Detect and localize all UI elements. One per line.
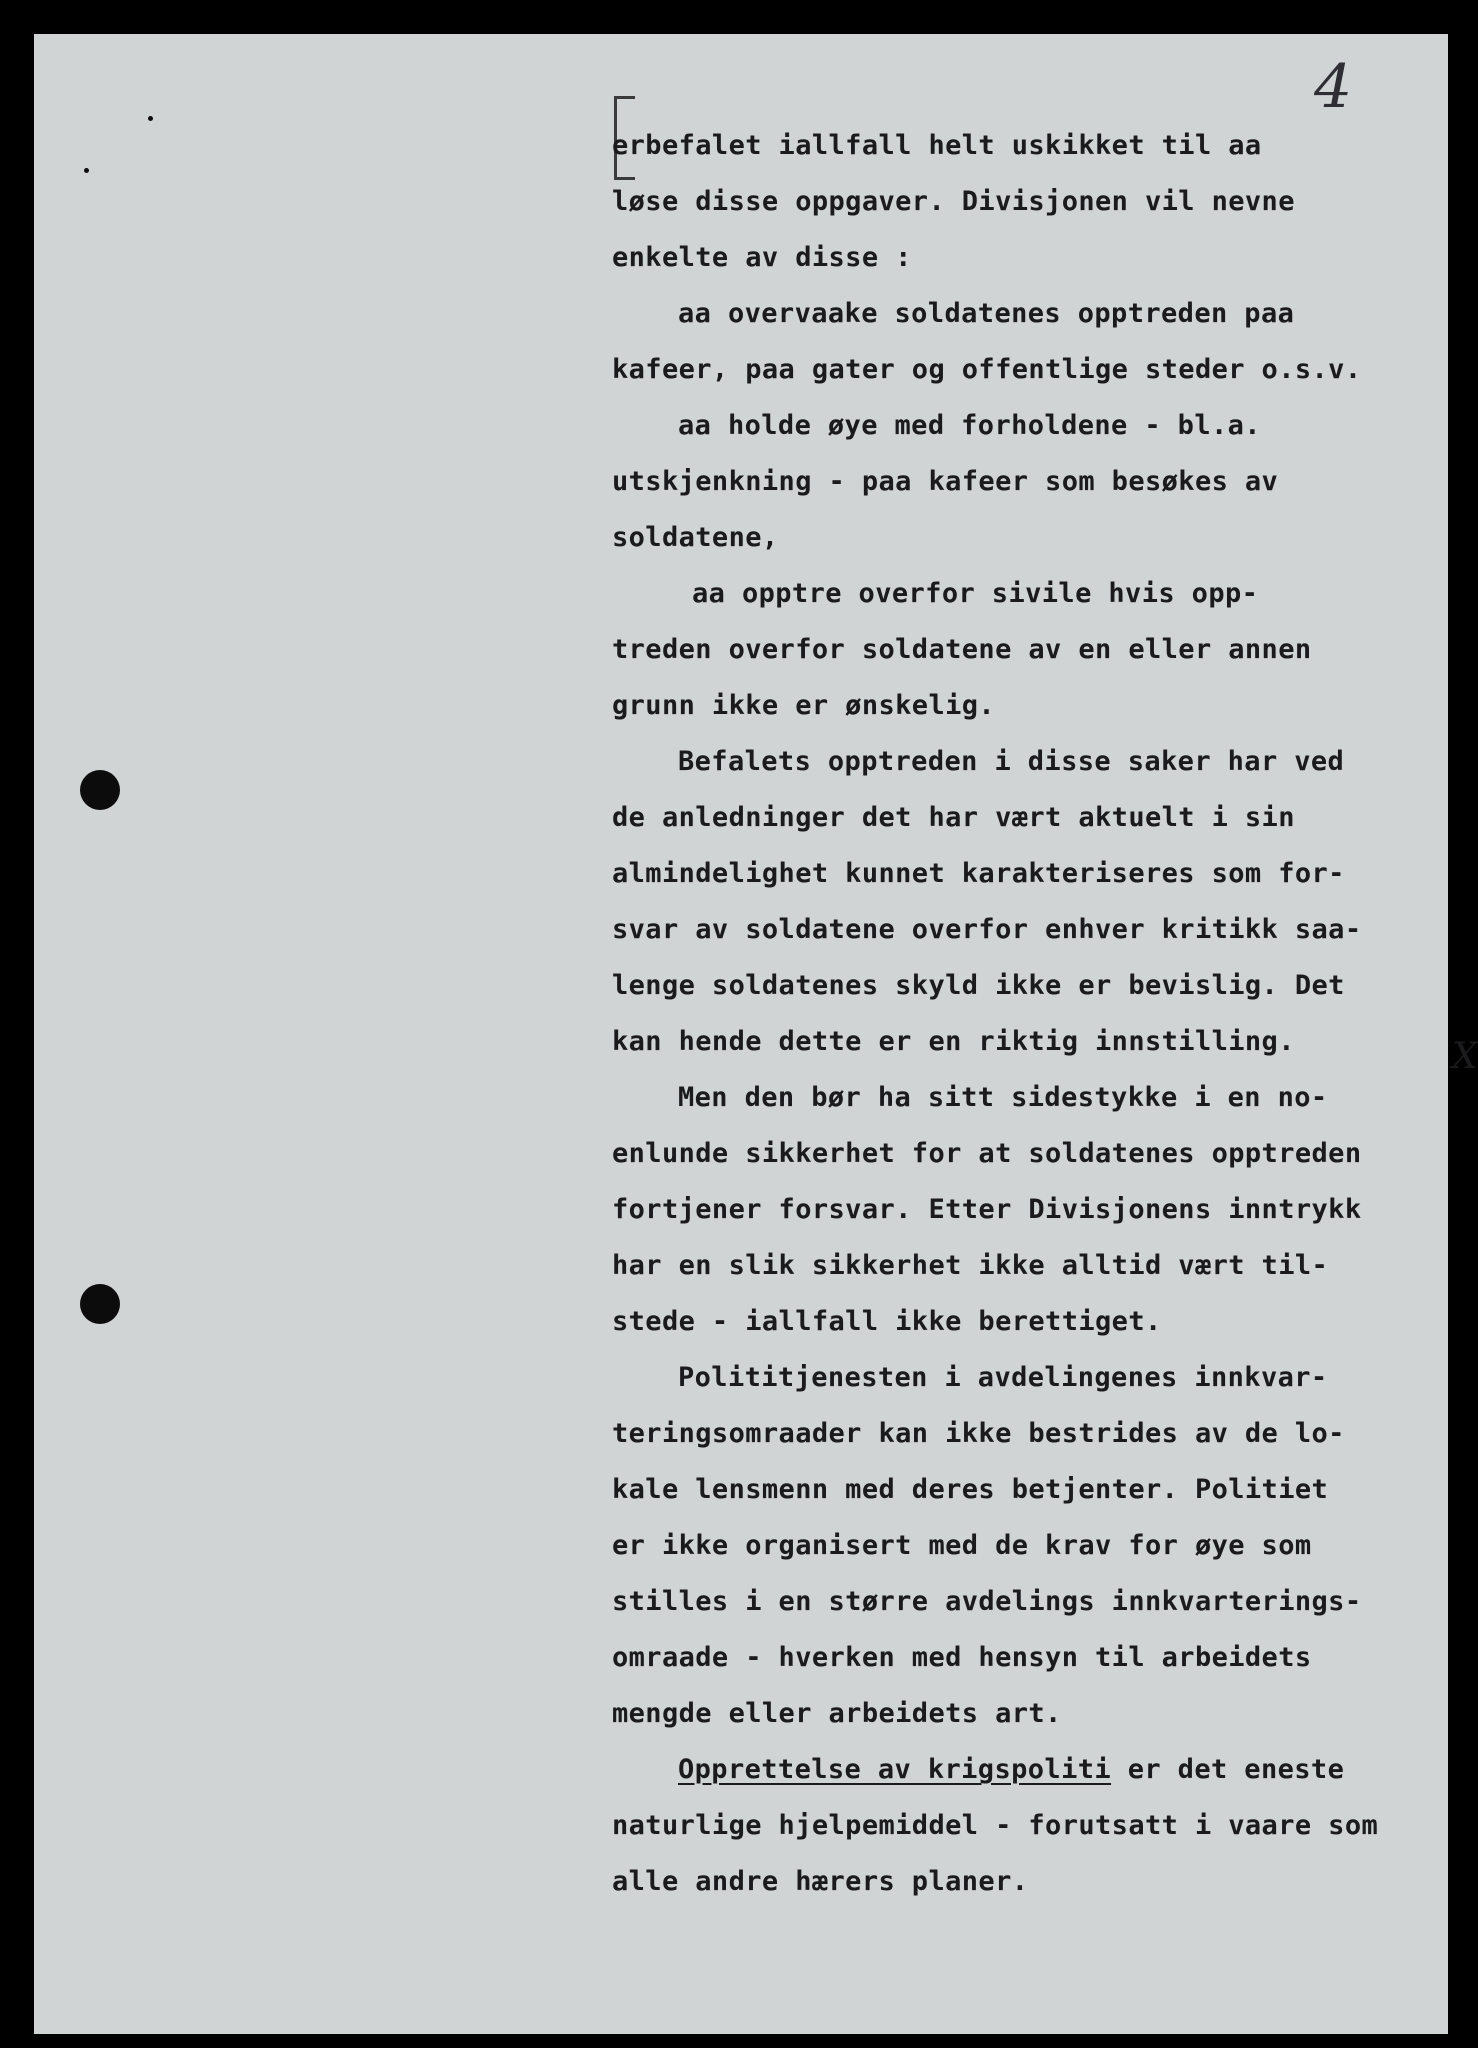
text-line: omraade - hverken med hensyn til arbeidets [612, 1642, 1312, 1673]
text-line: løse disse oppgaver. Divisjonen vil nevne [612, 186, 1295, 217]
text-line [678, 1754, 1344, 1785]
text-line: fortjener forsvar. Etter Divisjonens inntrykk [612, 1194, 1362, 1225]
text-line: kan hende dette er en riktig innstilling. [612, 1026, 1295, 1057]
underlined-phrase: Opprettelse av krigspoliti [678, 1754, 1112, 1785]
text-line: har en slik sikkerhet ikke alltid vært til- [612, 1250, 1329, 1281]
text-line: Men den bør ha sitt sidestykke i en no- [678, 1082, 1328, 1113]
text-line: alle andre hærers planer. [612, 1866, 1029, 1897]
text-line: enlunde sikkerhet for at soldatenes opptreden [612, 1138, 1362, 1169]
text-line: kafeer, paa gater og offentlige steder o.s.v. [612, 354, 1362, 385]
document-page [34, 34, 1478, 2034]
text-line: grunn ikke er ønskelig. [612, 690, 996, 721]
text-line: svar av soldatene overfor enhver kritikk saa- [612, 914, 1362, 945]
text-line: er ikke organisert med de krav for øye som [612, 1530, 1312, 1561]
text-line: soldatene, [612, 522, 779, 553]
text-line: treden overfor soldatene av en eller annen [612, 634, 1312, 665]
text-line: stilles i en større avdelings innkvarterings- [612, 1586, 1362, 1617]
punch-hole-upper [80, 770, 120, 810]
speck-mark [148, 116, 153, 121]
text-line: de anledninger det har vært aktuelt i sin [612, 802, 1295, 833]
text-line: Befalets opptreden i disse saker har ved [678, 746, 1345, 777]
text-line: kale lensmenn med deres betjenter. Politiet [612, 1474, 1329, 1505]
margin-correction-mark: X [1452, 1036, 1478, 1077]
text-line: erbefalet iallfall helt uskikket til aa [612, 130, 1262, 161]
page-number: 4 [1314, 52, 1353, 122]
punch-hole-lower [80, 1284, 120, 1324]
text-line: Polititjenesten i avdelingenes innkvar- [678, 1362, 1328, 1393]
text-line: stede - iallfall ikke berettiget. [612, 1306, 1162, 1337]
text-line: enkelte av disse : [612, 242, 912, 273]
text-line: utskjenkning - paa kafeer som besøkes av [612, 466, 1279, 497]
text-line: mengde eller arbeidets art. [612, 1698, 1062, 1729]
text-line: aa opptre overfor sivile hvis opp- [692, 578, 1259, 609]
text-line: lenge soldatenes skyld ikke er bevislig. Det [612, 970, 1345, 1001]
text-line: naturlige hjelpemiddel - forutsatt i vaare som [612, 1810, 1379, 1841]
text-line: aa overvaake soldatenes opptreden paa [678, 298, 1295, 329]
text-fragment: er det eneste [1111, 1754, 1345, 1785]
speck-mark [84, 168, 89, 173]
text-line: teringsomraader kan ikke bestrides av de lo- [612, 1418, 1345, 1449]
text-line: aa holde øye med forholdene - bl.a. [678, 410, 1261, 441]
text-line: almindelighet kunnet karakteriseres som for- [612, 858, 1345, 889]
